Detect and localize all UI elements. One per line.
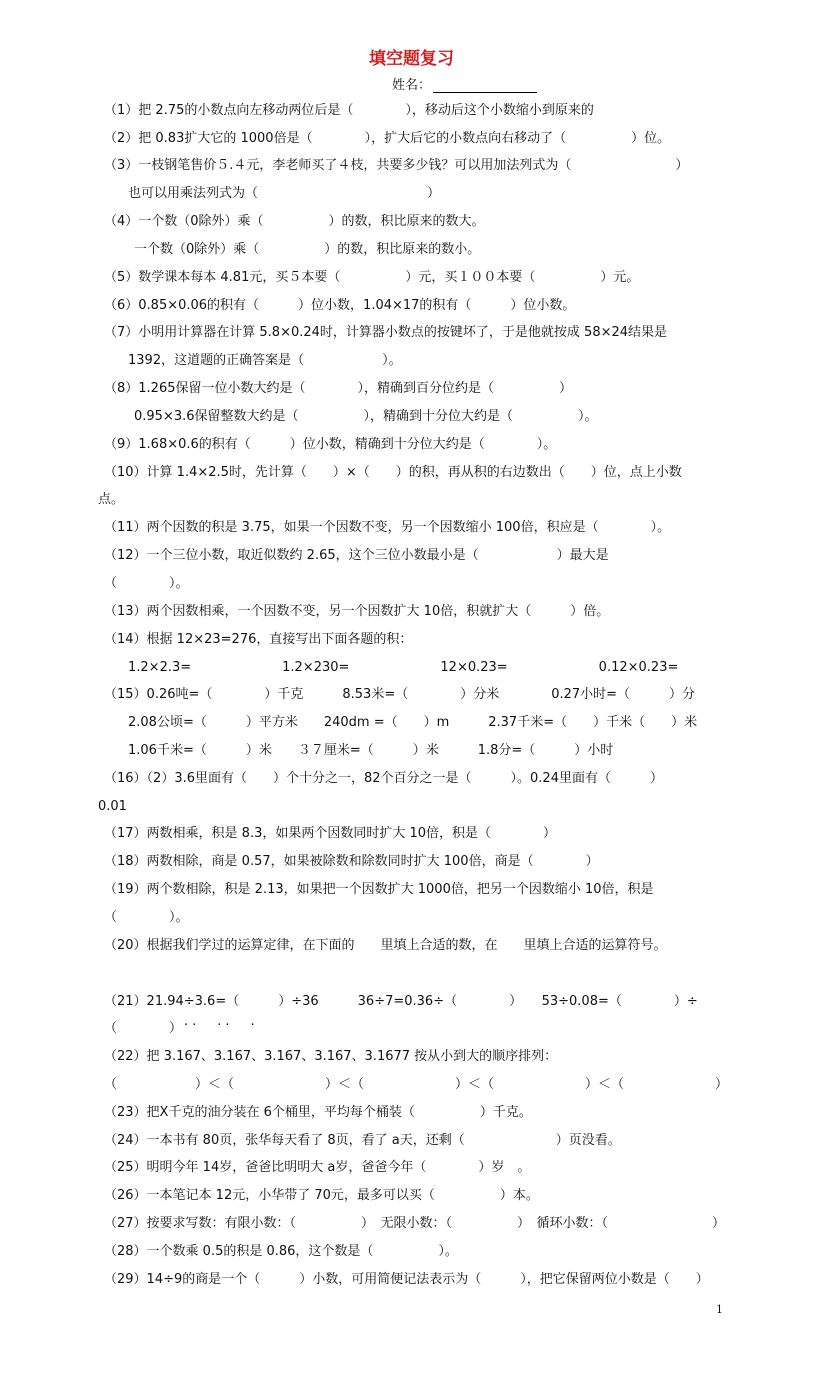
question-line: 2.08公顷=（ ）平方米 240dm =（ ）m 2.37千米=（ ）千米（ ）米 xyxy=(128,715,698,730)
question-line: 1.06千米=（ ）米 ３７厘米=（ ）米 1.8分=（ ）小时 xyxy=(128,743,614,758)
question-line: （8）1.265保留一位小数大约是（ ），精确到百分位约是（ ） xyxy=(104,381,572,396)
question-line: 0.01 xyxy=(98,799,127,814)
question-line: （3）一枝钢笔售价５.４元，李老师买了４枝，共要多少钱？可以用加法列式为（ ） xyxy=(104,158,689,173)
page-title: 填空题复习 xyxy=(369,49,454,69)
name-label: 姓名： xyxy=(392,78,432,93)
question-line: 一个数（0除外）乘（ ）的数，积比原来的数小。 xyxy=(134,242,481,257)
question-line: （ ）。 xyxy=(104,910,189,925)
question-line: （20）根据我们学过的运算定律，在下面的 里填上合适的数，在 里填上合适的运算符号。 xyxy=(104,938,667,953)
question-line: （ ）。 xyxy=(104,576,189,591)
question-line: （ ）＜（ ）＜（ ）＜（ ）＜（ ） xyxy=(104,1077,729,1092)
question-line: （18）两数相除，商是 0.57，如果被除数和除数同时扩大 100倍，商是（ ） xyxy=(104,854,599,869)
question-line: （22）把 3.167、3.167、3.167、3.167、3.1677 按从小到大的顺序排列： xyxy=(104,1049,558,1064)
question-line: （24）一本书有 80页，张华每天看了 8页，看了 a天，还剩（ ）页没看。 xyxy=(104,1133,621,1148)
page-number: 1 xyxy=(716,1303,723,1316)
recurring-dots: ·· ·· · xyxy=(184,1018,259,1033)
question-line: （4）一个数（0除外）乘（ ）的数，积比原来的数大。 xyxy=(104,214,485,229)
question-line: （12）一个三位小数，取近似数约 2.65，这个三位小数最小是（ ）最大是 xyxy=(104,548,609,563)
question-line: （17）两数相乘，积是 8.3，如果两个因数同时扩大 10倍，积是（ ） xyxy=(104,826,557,841)
question-line: （27）按要求写数：有限小数：（ ） 无限小数：（ ） 循环小数：（ ） xyxy=(104,1216,726,1231)
question-line: （19）两个数相除，积是 2.13，如果把一个因数扩大 1000倍，把另一个因数缩小 10倍，积是 xyxy=(104,882,654,897)
question-line: 1392，这道题的正确答案是（ ）。 xyxy=(128,353,402,368)
question-line: （11）两个因数的积是 3.75，如果一个因数不变，另一个因数缩小 100倍，积应是（ ）。 xyxy=(104,520,671,535)
question-line: （15）0.26吨=（ ）千克 8.53米=（ ）分米 0.27小时=（ ）分 xyxy=(104,687,696,702)
question-line: 也可以用乘法列式为（ ） xyxy=(128,186,441,201)
question-line: （13）两个因数相乘，一个因数不变，另一个因数扩大 10倍，积就扩大（ ）倍。 xyxy=(104,604,610,619)
question-line: （ ） xyxy=(104,1021,183,1036)
question-line: 1.2×2.3= 1.2×230= 12×0.23= 0.12×0.23= xyxy=(128,660,679,675)
question-line: （29）14÷9的商是一个（ ）小数，可用简便记法表示为（ ），把它保留两位小数是（ ） xyxy=(104,1272,709,1287)
question-line: （28）一个数乘 0.5的积是 0.86，这个数是（ ）。 xyxy=(104,1244,458,1259)
question-line: （9）1.68×0.6的积有（ ）位小数，精确到十分位大约是（ ）。 xyxy=(104,437,557,452)
question-line: （2）把 0.83扩大它的 1000倍是（ ），扩大后它的小数点向右移动了（ ）位。 xyxy=(104,131,671,146)
name-blank-line[interactable] xyxy=(433,78,537,93)
question-line: （26）一本笔记本 12元，小华带了 70元，最多可以买（ ）本。 xyxy=(104,1188,539,1203)
question-line: （21）21.94÷3.6=（ ）÷36 36÷7=0.36÷（ ） 53÷0.08=（ ）÷ xyxy=(104,994,698,1009)
question-line: （5）数学课本每本 4.81元，买５本要（ ）元，买１００本要（ ）元。 xyxy=(104,270,640,285)
question-line: （10）计算 1.4×2.5时，先计算（ ）×（ ）的积，再从积的右边数出（ ）位，点上小数 xyxy=(104,465,682,480)
question-line: 0.95×3.6保留整数大约是（ ），精确到十分位大约是（ ）。 xyxy=(134,409,598,424)
question-line: （14）根据 12×23=276，直接写出下面各题的积： xyxy=(104,632,413,647)
question-line: （6）0.85×0.06的积有（ ）位小数，1.04×17的积有（ ）位小数。 xyxy=(104,298,576,313)
question-line: （23）把X千克的油分装在 6个桶里，平均每个桶装（ ）千克。 xyxy=(104,1105,532,1120)
name-field[interactable] xyxy=(392,74,537,93)
question-line: （7）小明用计算器在计算 5.8×0.24时，计算器小数点的按键坏了，于是他就按成 58×24结果是 xyxy=(104,325,668,340)
question-line: 点。 xyxy=(98,492,125,507)
question-line: （1）把 2.75的小数点向左移动两位后是（ ），移动后这个小数缩小到原来的 xyxy=(104,103,594,118)
question-line: （25）明明今年 14岁，爸爸比明明大 a岁，爸爸今年（ ）岁 。 xyxy=(104,1160,531,1175)
question-line: （16）（2）3.6里面有（ ）个十分之一，82个百分之一是（ ）。0.24里面有（ ） xyxy=(104,771,663,786)
